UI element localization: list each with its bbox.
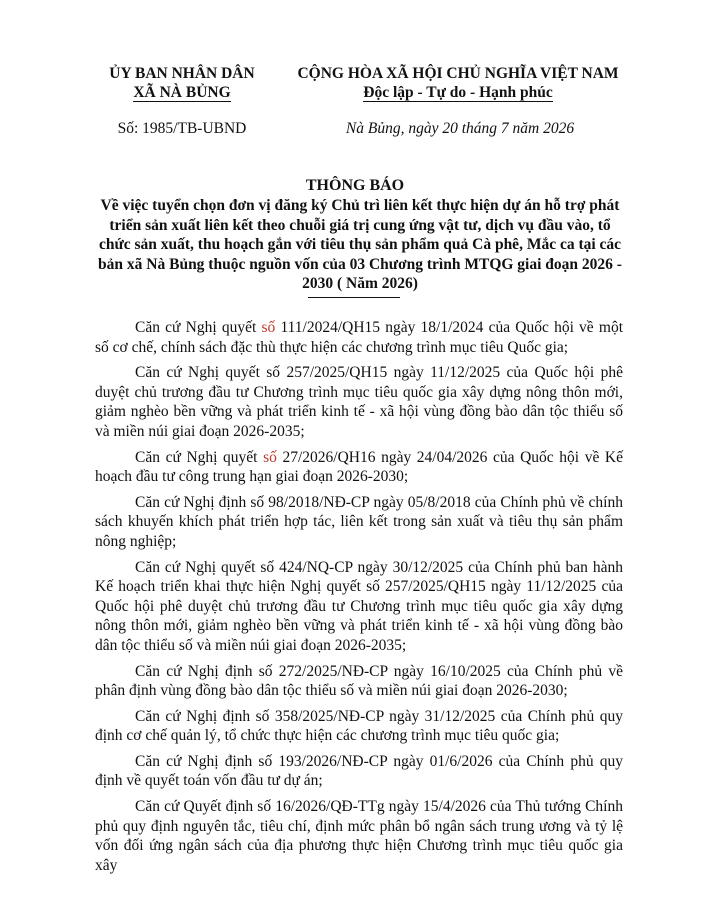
paragraph-9: Căn cứ Quyết định số 16/2026/QĐ-TTg ngày 15/4/2026 của Thủ tướng Chính phủ quy định nguyên tắc, tiêu chí, định mức phân bổ ngân sách trung ương và tỷ lệ vốn đối ứng ngân sách của địa phương thực hiện Chương trình mục tiêu quốc gia xây	[95, 798, 623, 874]
highlighted-word: số	[263, 448, 277, 466]
issuing-authority	[100, 64, 264, 102]
document-body	[95, 318, 623, 881]
motto: Độc lập - Tự do - Hạnh phúc	[363, 84, 553, 101]
paragraph-3: Căn cứ Nghị quyết số 27/2026/QH16 ngày 24/04/2026 của Quốc hội về Kế hoạch đầu tư công trung hạn giai đoạn 2026-2030;	[95, 448, 623, 486]
paragraph-8: Căn cứ Nghị định số 193/2026/NĐ-CP ngày 01/6/2026 của Chính phủ quy định về quyết toán vốn đầu tư dự án;	[95, 752, 623, 790]
paragraph-5: Căn cứ Nghị quyết số 424/NQ-CP ngày 30/12/2025 của Chính phủ ban hành Kế hoạch triển khai thực hiện Nghị quyết số 257/2025/QH15 ngày 11/12/2025 của Quốc hội phê duyệt chủ trương đầu tư Chương trình mục tiêu quốc gia xây dựng nông thôn mới, giảm nghèo bền vững và phát triển kinh tế - xã hội vùng đồng bào dân tộc thiểu số và miền núi giai đoạn 2026-2035;	[95, 558, 623, 654]
document-subject: Về việc tuyển chọn đơn vị đăng ký Chủ trì liên kết thực hiện dự án hỗ trợ phát triển sản xuất liên kết theo chuỗi giá trị cung ứng vật tư, dịch vụ đầu vào, tổ chức sản xuất, thu hoạch gắn với tiêu thụ sản phẩm quả Cà phê, Mắc ca tại các bản xã Nà Bủng thuộc nguồn vốn của 03 Chương trình MTQG giai đoạn 2026 - 2030 ( Năm 2026)	[98, 197, 622, 293]
authority-line-2: XÃ NÀ BỦNG	[133, 84, 231, 101]
national-motto	[288, 64, 628, 102]
subject-divider	[308, 297, 400, 298]
paragraph-4: Căn cứ Nghị định số 98/2018/NĐ-CP ngày 05/8/2018 của Chính phủ về chính sách khuyến khích phát triển hợp tác, liên kết trong sản xuất và tiêu thụ sản phẩm nông nghiệp;	[95, 493, 623, 550]
authority-line-1: ỦY BAN NHÂN DÂN	[109, 65, 255, 82]
date-line: Nà Bủng, ngày 20 tháng 7 năm 2026	[345, 120, 575, 137]
paragraph-7: Căn cứ Nghị định số 358/2025/NĐ-CP ngày 31/12/2025 của Chính phủ quy định cơ chế quản lý, tổ chức thực hiện các chương trình mục tiêu quốc gia;	[95, 707, 623, 745]
country-name: CỘNG HÒA XÃ HỘI CHỦ NGHĨA VIỆT NAM	[297, 65, 619, 82]
paragraph-6: Căn cứ Nghị định số 272/2025/NĐ-CP ngày 16/10/2025 của Chính phủ về phân định vùng đồng bào dân tộc thiểu số và miền núi giai đoạn 2026-2030;	[95, 662, 623, 700]
document-number: Số: 1985/TB-UBND	[117, 120, 247, 137]
document-title: THÔNG BÁO	[305, 177, 405, 194]
paragraph-2: Căn cứ Nghị quyết số 257/2025/QH15 ngày 11/12/2025 của Quốc hội phê duyệt chủ trương đầu tư Chương trình mục tiêu quốc gia xây dựng nông thôn mới, giảm nghèo bền vững và phát triển kinh tế - xã hội vùng đồng bào dân tộc thiểu số và miền núi giai đoạn 2026-2035;	[95, 364, 623, 440]
paragraph-1: Căn cứ Nghị quyết số 111/2024/QH15 ngày 18/1/2024 của Quốc hội về một số cơ chế, chính sách đặc thù thực hiện các chương trình mục tiêu Quốc gia;	[95, 319, 623, 356]
highlighted-word: số	[261, 319, 276, 336]
